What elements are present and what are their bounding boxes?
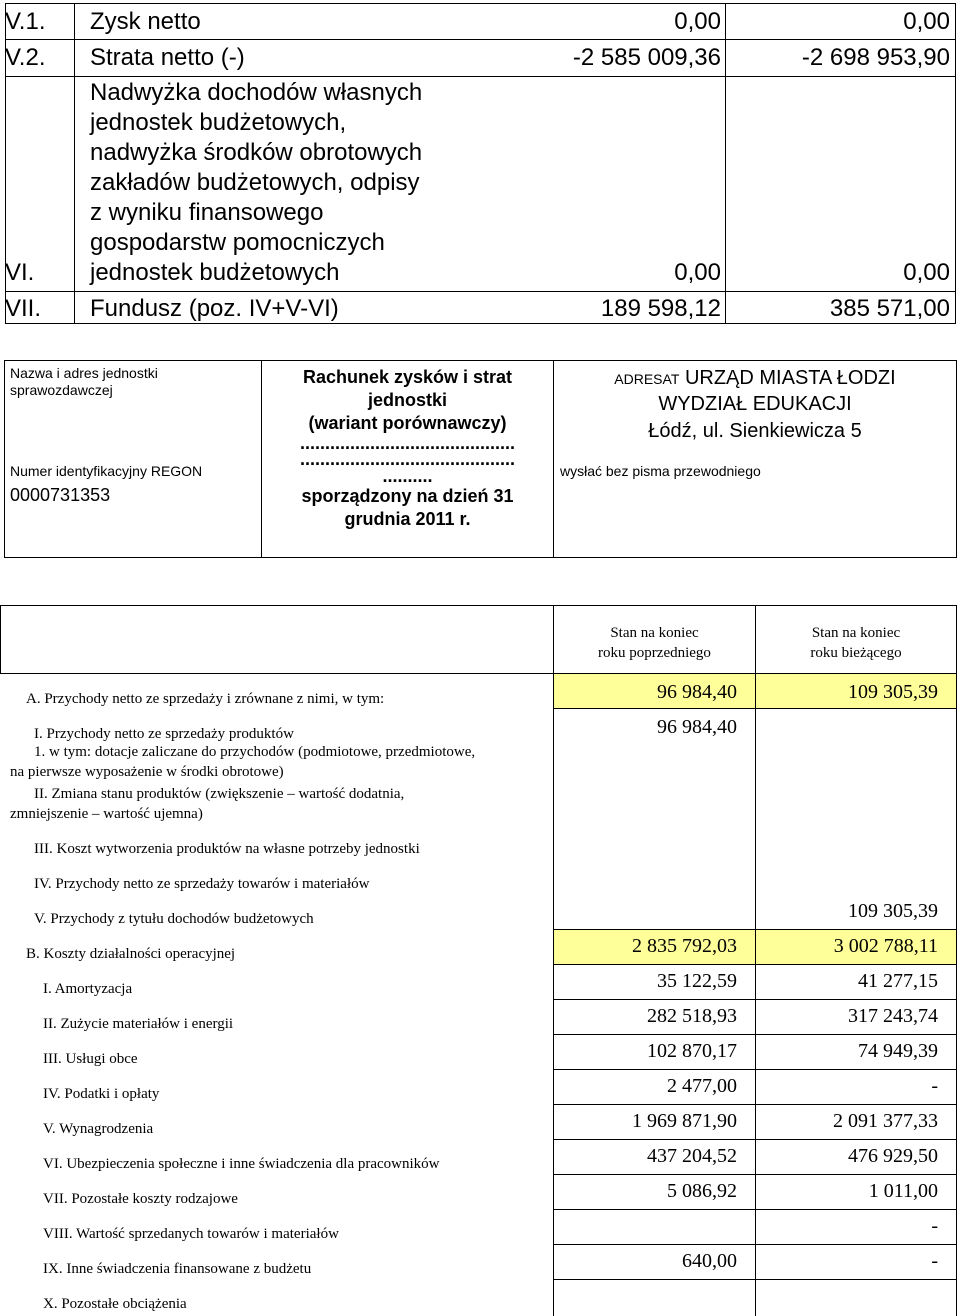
dotted-line: ..........: [382, 466, 433, 486]
statement-date-line: grudnia 2011 r.: [344, 509, 471, 529]
row-number: V.1.: [5, 8, 46, 35]
row-label: II. Zużycie materiałów i energii: [43, 1016, 234, 1032]
row-label-line: Nadwyżka dochodów własnych: [90, 79, 423, 106]
current-year-value: 0,00: [903, 259, 950, 286]
row-label-line: gospodarstw pomocniczych: [90, 229, 385, 256]
prev-year-value: 96 984,40: [657, 681, 737, 703]
current-year-value: 476 929,50: [848, 1145, 938, 1167]
prev-year-value: 640,00: [682, 1250, 737, 1272]
current-year-value: 2 091 377,33: [833, 1110, 938, 1132]
row-label: I. Przychody netto ze sprzedaży produktów: [34, 726, 294, 742]
current-year-value: 317 243,74: [848, 1005, 938, 1027]
row-label-line: II. Zmiana stanu produktów (zwiększenie – wartość dodatnia,: [34, 786, 405, 802]
prev-year-value: 5 086,92: [667, 1180, 737, 1202]
current-year-value: 109 305,39: [848, 681, 938, 703]
row-label: X. Pozostałe obciążenia: [43, 1296, 187, 1312]
row-label-line: z wyniku finansowego: [90, 199, 324, 226]
statement-title-line: Rachunek zysków i strat: [302, 367, 513, 387]
current-year-value: 1 011,00: [868, 1180, 938, 1202]
unit-name-label: sprawozdawczej: [10, 382, 113, 398]
current-year-value: -2 698 953,90: [801, 44, 950, 71]
current-year-value: 3 002 788,11: [833, 935, 938, 957]
row-label: Strata netto (-): [90, 44, 245, 71]
prev-year-value: 35 122,59: [657, 970, 737, 992]
prev-year-value: 1 969 871,90: [632, 1110, 737, 1132]
dotted-line: ...........................................: [299, 433, 516, 453]
row-label: III. Usługi obce: [43, 1051, 138, 1067]
statement-title-box: [261, 360, 554, 558]
column-header-current-year: Stan na koniec roku bieżącego: [810, 625, 902, 661]
row-number: VI.: [5, 259, 35, 286]
column-header-prev-year: Stan na koniec roku poprzedniego: [598, 625, 711, 661]
prev-year-value: 2 477,00: [667, 1075, 737, 1097]
row-label: IX. Inne świadczenia finansowane z budżetu: [43, 1261, 312, 1277]
row-label: V. Przychody z tytułu dochodów budżetowych: [34, 911, 314, 927]
prev-year-value: 282 518,93: [647, 1005, 737, 1027]
prev-year-value: 189 598,12: [600, 295, 721, 322]
current-year-value: 385 571,00: [829, 295, 950, 322]
addressee-label: ADRESAT: [614, 371, 680, 387]
prev-year-value: 2 835 792,03: [632, 935, 737, 957]
prev-year-value: 0,00: [674, 259, 721, 286]
prev-year-value: 96 984,40: [657, 716, 737, 738]
current-year-value: -: [931, 1075, 938, 1097]
income-statement-table: [0, 605, 960, 1316]
current-year-value: 109 305,39: [848, 900, 938, 922]
prev-year-value: -2 585 009,36: [572, 44, 721, 71]
row-label: Zysk netto: [90, 8, 201, 35]
reporting-unit-box: [4, 360, 262, 558]
row-number: VII.: [5, 295, 42, 322]
row-label: VII. Pozostałe koszty rodzajowe: [43, 1191, 238, 1207]
prev-year-value: 102 870,17: [647, 1040, 737, 1062]
addressee-line: [554, 366, 956, 391]
unit-name-label: Nazwa i adres jednostki: [10, 365, 158, 381]
send-note: wysłać bez pisma przewodniego: [560, 463, 761, 479]
statement-title-line: jednostki: [367, 390, 447, 410]
current-year-value: 41 277,15: [858, 970, 938, 992]
row-label: B. Koszty działalności operacyjnej: [26, 946, 236, 962]
current-year-value: 74 949,39: [858, 1040, 938, 1062]
row-label: IV. Przychody netto ze sprzedaży towarów i materiałów: [34, 876, 370, 892]
addressee-name: URZĄD MIASTA ŁODZI: [684, 367, 896, 389]
current-year-value: -: [931, 1215, 938, 1237]
row-number: V.2.: [5, 44, 46, 71]
row-label-line: zmniejszenie – wartość ujemna): [10, 806, 203, 822]
row-label: VI. Ubezpieczenia społeczne i inne świadczenia dla pracowników: [43, 1156, 440, 1172]
row-label-line: 1. w tym: dotacje zaliczane do przychodów (podmiotowe, przedmiotowe,: [34, 744, 476, 760]
row-label: I. Amortyzacja: [43, 981, 133, 997]
dotted-line: ...........................................: [299, 449, 516, 469]
row-label: V. Wynagrodzenia: [43, 1121, 154, 1137]
regon-value: 0000731353: [10, 485, 111, 505]
row-label: A. Przychody netto ze sprzedaży i zrównane z nimi, w tym:: [26, 691, 385, 707]
row-label-line: jednostek budżetowych: [90, 259, 340, 286]
row-label: IV. Podatki i opłaty: [43, 1086, 160, 1102]
current-year-value: -: [931, 1250, 938, 1272]
prev-year-value: 437 204,52: [647, 1145, 737, 1167]
current-year-value: 0,00: [903, 8, 950, 35]
regon-label: Numer identyfikacyjny REGON: [10, 463, 203, 479]
row-label-line: na pierwsze wyposażenie w środki obrotowe): [10, 764, 284, 780]
addressee-address: Łódź, ul. Sienkiewicza 5: [648, 420, 862, 442]
row-label-line: jednostek budżetowych,: [90, 109, 347, 136]
prev-year-value: 0,00: [674, 8, 721, 35]
row-label: VIII. Wartość sprzedanych towarów i materiałów: [43, 1226, 339, 1242]
statement-title-line: (wariant porównawczy): [308, 413, 507, 433]
statement-date-line: sporządzony na dzień 31: [301, 486, 514, 506]
addressee-department: WYDZIAŁ EDUKACJI: [658, 393, 852, 415]
row-label: III. Koszt wytworzenia produktów na własne potrzeby jednostki: [34, 841, 420, 857]
row-label: Fundusz (poz. IV+V-VI): [90, 295, 339, 322]
addressee-box: [553, 360, 957, 558]
row-label-line: zakładów budżetowych, odpisy: [90, 169, 420, 196]
row-label-line: nadwyżka środków obrotowych: [90, 139, 423, 166]
funds-summary-table: [5, 3, 956, 324]
